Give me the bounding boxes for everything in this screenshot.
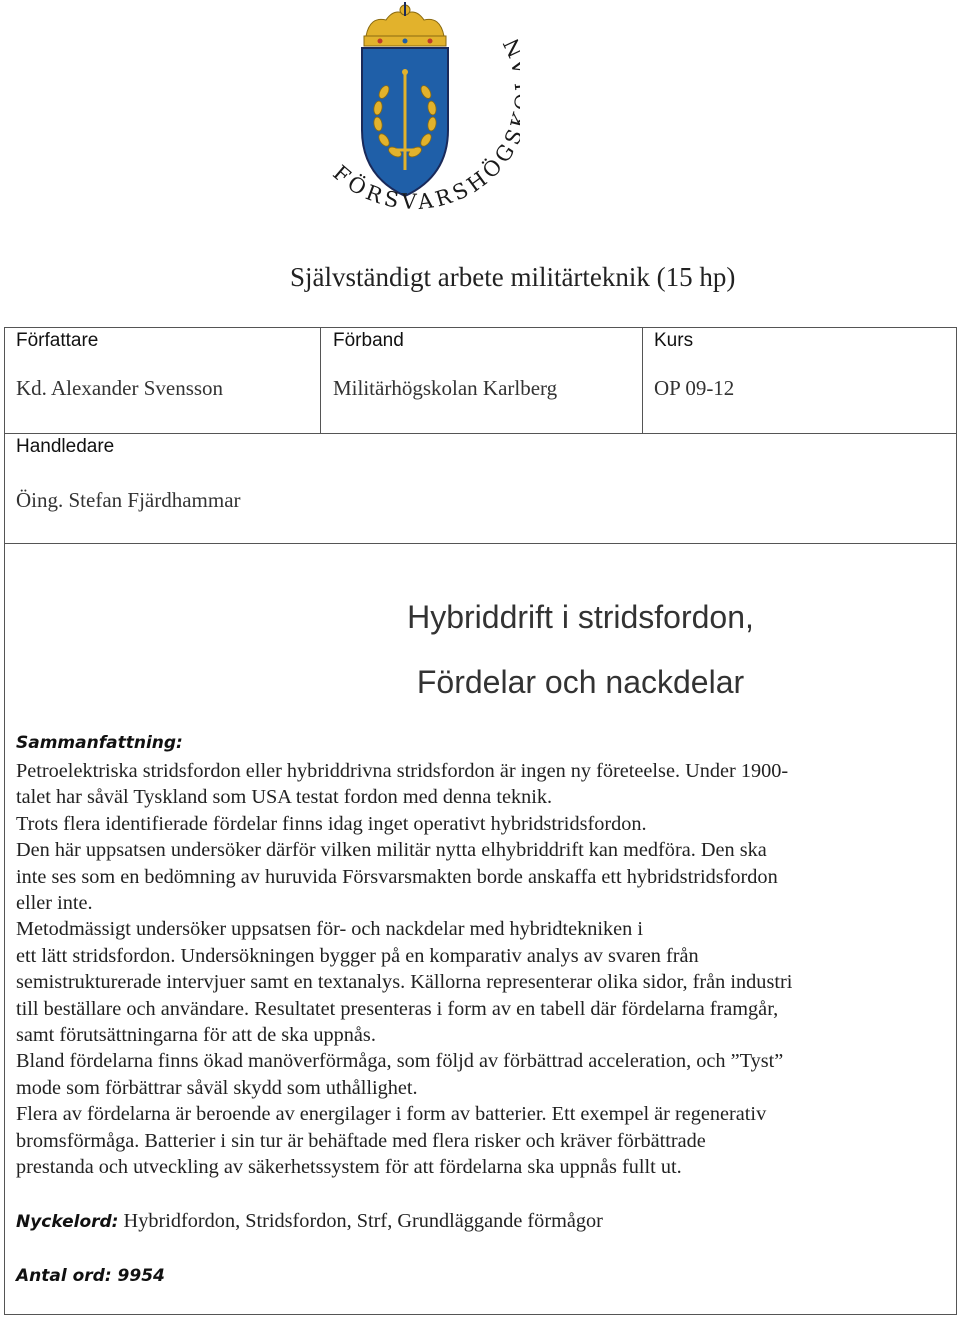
forsvarshogskolan-logo: [320, 0, 520, 220]
word-count: Antal ord: 9954: [16, 1266, 165, 1286]
info-table: [4, 327, 957, 544]
info-row-top: [5, 328, 956, 434]
abstract-section: [16, 730, 946, 1181]
abstract-line: inte ses som en bedömning av huruvida Försvarsmakten borde anskaffa ett hybridstridsfordon: [16, 865, 778, 888]
abstract-line: eller inte.: [16, 892, 93, 915]
abstract-line: Bland fördelarna finns ökad manöverförmåga, som följd av förbättrad acceleration, och ”Tyst”: [16, 1050, 784, 1073]
unit-value: Militärhögskolan Karlberg: [333, 376, 558, 400]
abstract-label: Sammanfattning:: [16, 733, 183, 753]
thesis-title-line2: Fördelar och nackdelar: [416, 664, 745, 700]
keywords-label: Nyckelord:: [16, 1212, 119, 1232]
keywords-value: Hybridfordon, Stridsfordon, Strf, Grundläggande förmågor: [118, 1210, 603, 1232]
abstract-line: mode som förbättrar såväl skydd som uthållighet.: [16, 1076, 418, 1099]
coat-of-arms-icon: [320, 0, 520, 220]
course-label: Kurs: [654, 330, 694, 351]
unit-label: Förband: [333, 330, 404, 351]
thesis-title-line1: Hybriddrift i stridsfordon,: [407, 599, 754, 635]
abstract-line: Metodmässigt undersöker uppsatsen för- och nackdelar med hybridtekniken i: [16, 918, 644, 941]
abstract-line: Den här uppsatsen undersöker därför vilken militär nytta elhybriddrift kan medföra. Den ska: [16, 839, 767, 862]
abstract-line: ett lätt stridsfordon. Undersökningen bygger på en komparativ analys av svaren från: [16, 944, 699, 967]
logo-arc-text: FÖRSVARSHÖG: [328, 136, 520, 215]
keywords-line: [16, 1210, 603, 1233]
abstract-line: Trots flera identifierade fördelar finns idag inget operativt hybridstridsfordon.: [16, 812, 647, 835]
course-value: OP 09-12: [654, 376, 735, 400]
abstract-line: bromsförmåga. Batterier i sin tur är behäftade med flera risker och kräver förbättrade: [16, 1129, 706, 1152]
author-cell: [5, 328, 321, 434]
author-value: Kd. Alexander Svensson: [16, 376, 224, 400]
crown-icon: [364, 2, 446, 46]
supervisor-value: Öing. Stefan Fjärdhammar: [16, 488, 241, 512]
course-title: Självständigt arbete militärteknik (15 hp): [290, 262, 736, 292]
abstract-line: samt förutsättningarna för att de ska uppnås.: [16, 1024, 376, 1047]
abstract-line: talet har såväl Tyskland som USA testat fordon med denna teknik.: [16, 786, 553, 809]
author-label: Författare: [16, 330, 99, 351]
abstract-line: till beställare och användare. Resultatet presenteras i form av en tabell där fördelarna framgår,: [16, 997, 779, 1020]
course-cell: [643, 328, 956, 434]
abstract-line: prestanda och utveckling av säkerhetssystem för att fördelarna ska uppnås fullt ut.: [16, 1156, 682, 1179]
abstract-line: semistrukturerade intervjuer samt en textanalys. Källorna representerar olika sidor, från industri: [16, 971, 793, 994]
thesis-box: [4, 543, 957, 1315]
abstract-line: Petroelektriska stridsfordon eller hybriddrivna stridsfordon är ingen ny företeelse. Under 1900-: [16, 760, 789, 782]
supervisor-label: Handledare: [16, 436, 115, 457]
unit-cell: [321, 328, 643, 434]
abstract-line: Flera av fördelarna är beroende av energilager i form av batterier. Ett exempel är regenerativ: [16, 1103, 767, 1126]
